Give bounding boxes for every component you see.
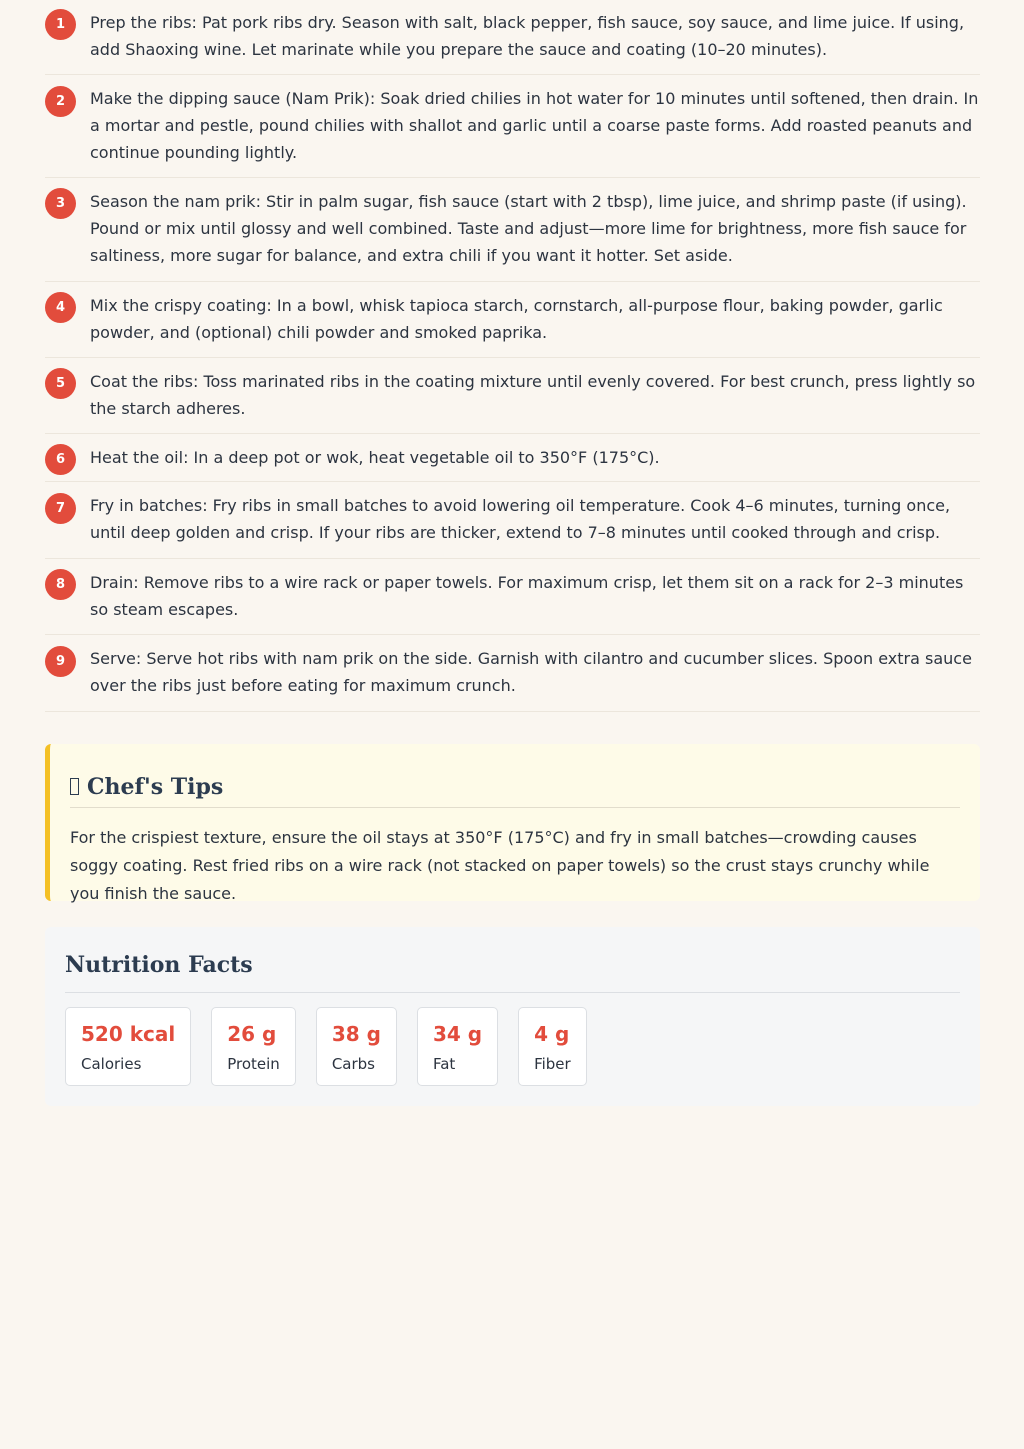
fact-label: Calories xyxy=(81,1055,142,1073)
fact-value: 4 g xyxy=(534,1022,570,1046)
nutrition-facts-title: Nutrition Facts xyxy=(65,949,960,993)
fact-value: 34 g xyxy=(432,1022,483,1046)
chefs-tips-text: For the crispiest texture, ensure the oil stays at 350°F (175°C) and fry in small batches—crowding causes soggy coating. Rest fried ribs on a wire rack (not stacked on paper towels) so the crust stays crunchy while you finish the sauce. xyxy=(70,828,930,903)
step-number-badge: 4 xyxy=(45,292,76,323)
nutrition-fact-protein xyxy=(211,1007,296,1086)
step-number-badge: 6 xyxy=(45,444,76,475)
instruction-step-4 xyxy=(45,282,980,358)
step-text: Heat the oil: In a deep pot or wok, heat vegetable oil to 350°F (175°C). xyxy=(90,448,660,467)
step-number-badge: 1 xyxy=(45,9,76,40)
fact-value: 38 g xyxy=(331,1022,381,1046)
fact-value: 26 g xyxy=(227,1022,277,1046)
instruction-step-5 xyxy=(45,358,980,434)
fact-label: Fat xyxy=(432,1055,456,1073)
instruction-step-1 xyxy=(45,0,980,75)
chefs-tips-heading xyxy=(70,766,960,808)
placeholder-glyph-icon xyxy=(70,778,79,795)
step-text: Prep the ribs: Pat pork ribs dry. Season with salt, black pepper, fish sauce, soy sauce, and lime juice. If using, add Shaoxing wine. Let marinate while you prepare the sauce and coating (10–20 minutes). xyxy=(90,13,965,59)
instructions-list xyxy=(45,0,980,712)
step-number-badge: 2 xyxy=(45,86,76,117)
step-text: Season the nam prik: Stir in palm sugar, fish sauce (start with 2 tbsp), lime juice, and shrimp paste (if using). Pound or mix until glossy and well combined. Taste and adjust—more lime for brightness, more fish sauce for saltiness, more sugar for balance, and extra chili if you want it hotter. Set aside. xyxy=(90,192,967,265)
step-text: Drain: Remove ribs to a wire rack or paper towels. For maximum crisp, let them sit on a rack for 2–3 minutes so steam escapes. xyxy=(90,573,964,619)
instruction-step-6 xyxy=(45,434,980,482)
instruction-step-9 xyxy=(45,635,980,712)
step-text: Make the dipping sauce (Nam Prik): Soak dried chilies in hot water for 10 minutes until softened, then drain. In a mortar and pestle, pound chilies with shallot and garlic until a coarse paste forms. Add roasted peanuts and continue pounding lightly. xyxy=(90,89,979,162)
step-text: Coat the ribs: Toss marinated ribs in the coating mixture until evenly covered. For best crunch, press lightly so the starch adheres. xyxy=(90,372,976,418)
step-text: Serve: Serve hot ribs with nam prik on the side. Garnish with cilantro and cucumber slices. Spoon extra sauce over the ribs just before eating for maximum crunch. xyxy=(90,649,972,695)
chefs-tips-box xyxy=(45,744,980,901)
nutrition-fact-carbs xyxy=(316,1007,397,1086)
step-number-badge: 3 xyxy=(45,188,76,219)
nutrition-fact-fiber xyxy=(518,1007,587,1086)
fact-label: Protein xyxy=(227,1055,280,1073)
step-number-badge: 9 xyxy=(45,646,76,677)
step-text: Fry in batches: Fry ribs in small batches to avoid lowering oil temperature. Cook 4–6 minutes, turning once, until deep golden and crisp. If your ribs are thicker, extend to 7–8 minutes until cooked through and crisp. xyxy=(90,496,951,542)
instruction-step-8 xyxy=(45,559,980,635)
step-number-badge: 5 xyxy=(45,368,76,399)
nutrition-facts-box xyxy=(45,927,980,1106)
instruction-step-2 xyxy=(45,75,980,178)
fact-label: Fiber xyxy=(534,1055,571,1073)
nutrition-fact-fat xyxy=(417,1007,498,1086)
fact-label: Carbs xyxy=(331,1055,375,1073)
instruction-step-7 xyxy=(45,482,980,559)
step-text: Mix the crispy coating: In a bowl, whisk tapioca starch, cornstarch, all-purpose flour, baking powder, garlic powder, and (optional) chili powder and smoked paprika. xyxy=(90,296,943,342)
fact-value: 520 kcal xyxy=(81,1022,176,1046)
nutrition-fact-calories xyxy=(65,1007,191,1086)
chefs-tips-title: Chef's Tips xyxy=(87,773,224,800)
step-number-badge: 7 xyxy=(45,493,76,524)
step-number-badge: 8 xyxy=(45,569,76,600)
nutrition-facts-list xyxy=(65,1007,960,1086)
instruction-step-3 xyxy=(45,178,980,282)
